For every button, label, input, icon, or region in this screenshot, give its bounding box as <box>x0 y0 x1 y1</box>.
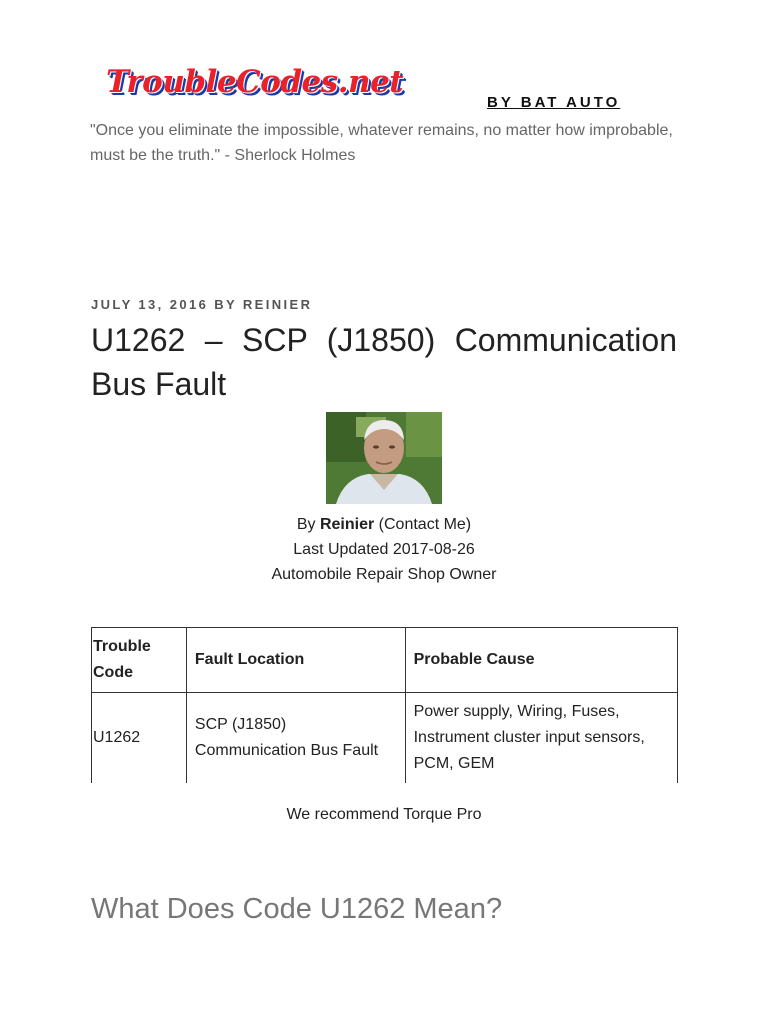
author-portrait-image <box>326 412 442 504</box>
author-role: Automobile Repair Shop Owner <box>271 566 497 583</box>
by-prefix: By <box>296 516 320 533</box>
table-cell: U1262 <box>92 693 187 784</box>
table-cell: Power supply, Wiring, Fuses, Instrument cluster input sensors, PCM, GEM <box>405 693 677 784</box>
table-header: Trouble Code <box>92 628 187 693</box>
author-line <box>91 512 677 537</box>
author-name: Reinier <box>319 516 375 533</box>
trouble-code-table <box>91 627 678 783</box>
by-bat-auto-link[interactable]: BY BAT AUTO <box>487 94 621 111</box>
author-photo <box>326 412 442 504</box>
section-heading: What Does Code U1262 Mean? <box>91 893 503 925</box>
site-logo[interactable]: TroubleCodes.net <box>106 64 404 100</box>
last-updated: Last Updated 2017-08-26 <box>293 541 475 558</box>
author-info <box>91 512 677 587</box>
table-header: Probable Cause <box>405 628 677 693</box>
site-tagline: "Once you eliminate the impossible, whatever remains, no matter how improbable, must be the truth." - Sherlock Holmes <box>90 122 673 164</box>
table-cell: SCP (J1850) Communication Bus Fault <box>186 693 405 784</box>
table-header: Fault Location <box>186 628 405 693</box>
torque-pro-recommendation[interactable]: We recommend Torque Pro <box>286 806 482 823</box>
page-title: U1262 – SCP (J1850) Communication Bus Fault <box>91 322 677 402</box>
post-meta[interactable]: JULY 13, 2016 BY REINIER <box>91 297 313 312</box>
table-header-row <box>92 628 678 693</box>
contact-me-link[interactable]: (Contact Me) <box>374 516 472 533</box>
table-row <box>92 693 678 784</box>
